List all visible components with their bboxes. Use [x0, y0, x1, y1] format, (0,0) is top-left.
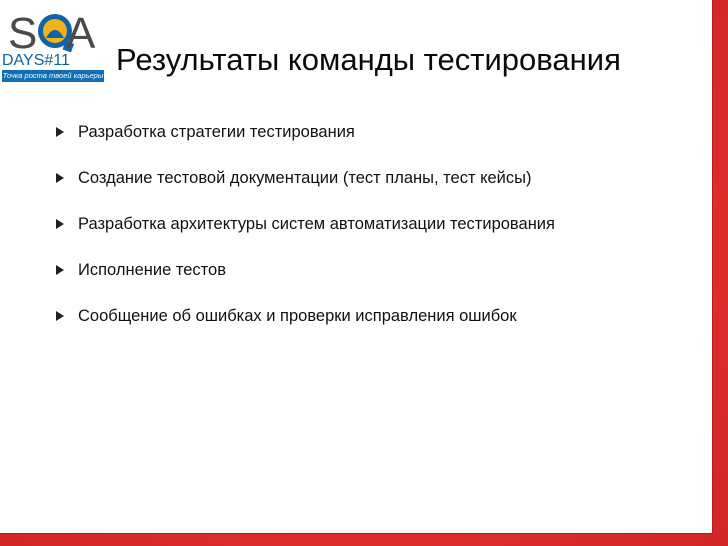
- bullet-item: [56, 259, 555, 281]
- bullet-item: [56, 305, 555, 327]
- bullet-arrow-icon: [56, 219, 64, 229]
- bullet-text: Сообщение об ошибках и проверки исправления ошибок: [78, 307, 517, 325]
- bullet-item: [56, 213, 555, 235]
- bullet-text: Разработка стратегии тестирования: [78, 123, 355, 141]
- bullet-arrow-icon: [56, 127, 64, 137]
- logo-days-label: DAYS: [2, 52, 45, 69]
- bullet-item: [56, 167, 555, 189]
- sqa-days-logo: [2, 2, 102, 86]
- bullet-text: Создание тестовой документации (тест планы, тест кейсы): [78, 169, 532, 187]
- bullet-text: Исполнение тестов: [78, 261, 226, 279]
- logo-days-text: [2, 52, 102, 70]
- bullet-arrow-icon: [56, 265, 64, 275]
- logo-letter-a: A: [66, 9, 96, 56]
- bullet-arrow-icon: [56, 173, 64, 183]
- sqa-logo-icon: [2, 2, 102, 56]
- bullet-item: [56, 121, 555, 143]
- logo-tagline: Точка роста твоей карьеры: [2, 71, 104, 80]
- logo-edition: #11: [44, 52, 70, 69]
- logo-letter-s: S: [8, 9, 38, 56]
- bullet-list: [56, 121, 555, 351]
- bullet-arrow-icon: [56, 311, 64, 321]
- bullet-text: Разработка архитектуры систем автоматизации тестирования: [78, 215, 555, 233]
- slide-title: Результаты команды тестирования: [116, 42, 621, 77]
